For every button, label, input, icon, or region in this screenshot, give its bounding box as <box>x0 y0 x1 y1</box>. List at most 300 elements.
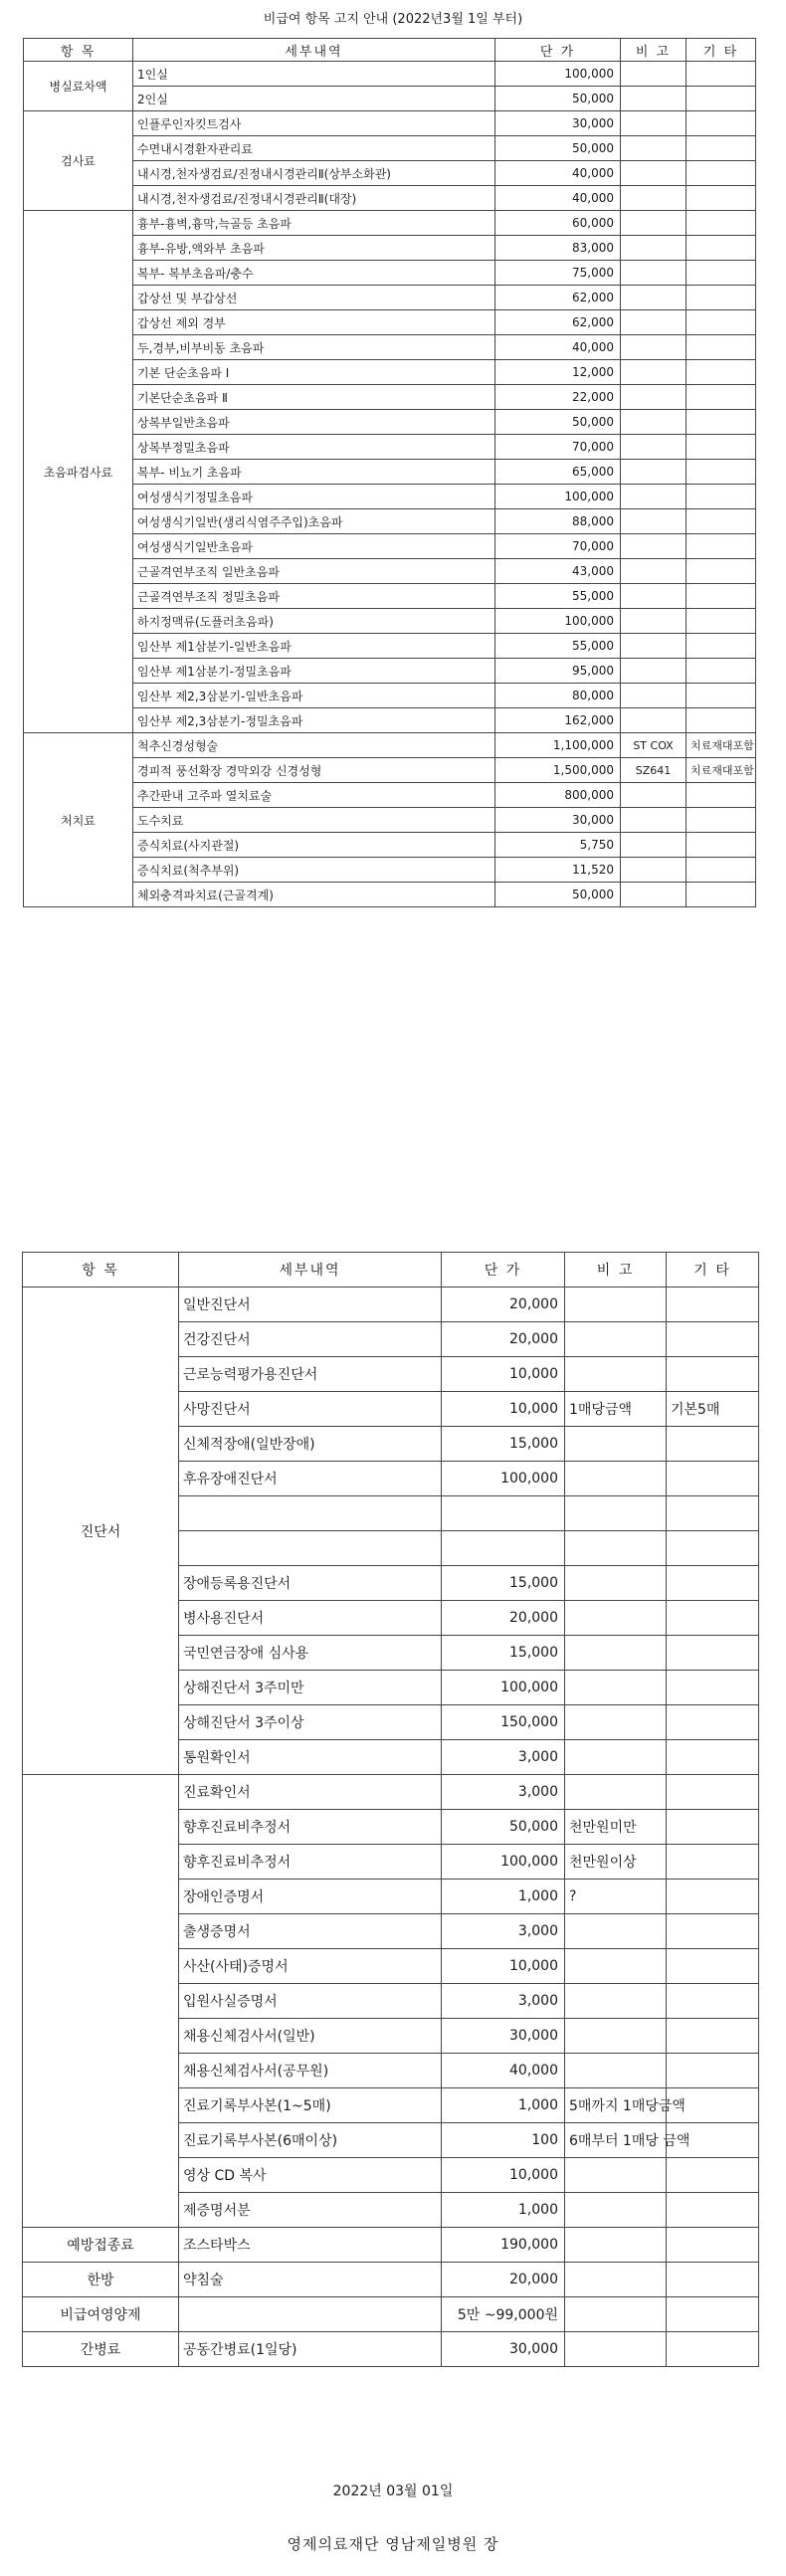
etc-cell <box>667 2019 759 2054</box>
etc-cell <box>667 2158 759 2193</box>
item-name-cell: 기본 단순초음파 Ⅰ <box>133 360 495 385</box>
item-name-cell: 체외충격파치료(근골격계) <box>133 883 495 907</box>
etc-cell: 치료재대포함 <box>687 733 756 758</box>
category-cell: 예방접종료 <box>23 2228 179 2263</box>
price-cell: 1,000 <box>442 1880 565 1914</box>
item-name-cell: 임산부 제2,3삼분기-일반초음파 <box>133 684 495 708</box>
note-cell <box>621 584 687 609</box>
table-row <box>24 733 756 758</box>
price-cell: 100,000 <box>495 62 621 87</box>
etc-cell <box>687 485 756 509</box>
category-cell: 초음파검사료 <box>24 211 133 733</box>
item-name-cell: 상해진단서 3주미만 <box>179 1671 442 1705</box>
notice-date: 2022년 03월 01일 <box>332 2483 454 2499</box>
note-cell <box>565 1984 667 2019</box>
item-name-cell: 흉부-흉벽,흉막,늑골등 초음파 <box>133 211 495 236</box>
category-cell: 검사료 <box>24 111 133 211</box>
note-cell <box>565 2054 667 2088</box>
category-cell: 비급여영양제 <box>23 2297 179 2332</box>
item-name-cell: 1인실 <box>133 62 495 87</box>
item-name-cell: 향후진료비추정서 <box>179 1810 442 1845</box>
etc-cell <box>667 1322 759 1357</box>
note-cell <box>621 161 687 186</box>
etc-cell <box>667 1566 759 1601</box>
table-header-row <box>23 1253 759 1288</box>
price-cell: 30,000 <box>495 808 621 833</box>
note-cell: 1매당금액 <box>565 1392 667 1427</box>
note-cell: 천만원이상 <box>565 1845 667 1880</box>
item-name-cell: 향후진료비추정서 <box>179 1845 442 1880</box>
table-row <box>24 186 756 211</box>
etc-cell <box>667 1288 759 1322</box>
etc-cell <box>687 385 756 410</box>
price-cell: 5만 ~99,000원 <box>442 2297 565 2332</box>
note-cell <box>565 1775 667 1810</box>
price-cell: 20,000 <box>442 1288 565 1322</box>
note-cell <box>621 485 687 509</box>
etc-cell <box>687 136 756 161</box>
header-category: 항 목 <box>23 1253 179 1288</box>
table-row <box>24 883 756 907</box>
category-cell: 한방 <box>23 2263 179 2297</box>
note-cell <box>621 286 687 310</box>
etc-cell <box>667 1845 759 1880</box>
etc-cell <box>687 87 756 111</box>
item-name-cell: 수면내시경환자관리료 <box>133 136 495 161</box>
note-cell: 천만원미만 <box>565 1810 667 1845</box>
notice-title: 비급여 항목 고지 안내 (2022년3월 1일 부터) <box>263 12 523 27</box>
price-cell: 75,000 <box>495 261 621 286</box>
item-name-cell: 제증명서분 <box>179 2193 442 2228</box>
note-cell <box>621 509 687 534</box>
item-name-cell: 장애등록용진단서 <box>179 1566 442 1601</box>
note-cell <box>621 883 687 907</box>
price-cell: 190,000 <box>442 2228 565 2263</box>
table-row <box>24 161 756 186</box>
price-cell: 50,000 <box>495 87 621 111</box>
item-name-cell: 증식치료(사지관절) <box>133 833 495 858</box>
item-name-cell: 임산부 제1삼분기-정밀초음파 <box>133 659 495 684</box>
etc-cell <box>687 634 756 659</box>
etc-cell <box>667 1984 759 2019</box>
note-cell <box>565 1949 667 1984</box>
table-row <box>24 211 756 236</box>
table-row <box>24 87 756 111</box>
etc-cell <box>687 858 756 883</box>
etc-cell <box>667 2297 759 2332</box>
table-row <box>23 1775 759 1810</box>
table-row <box>24 634 756 659</box>
note-cell <box>565 1705 667 1740</box>
price-cell: 30,000 <box>442 2019 565 2054</box>
note-cell <box>565 1914 667 1949</box>
header-detail: 세부내역 <box>179 1253 442 1288</box>
price-cell: 80,000 <box>495 684 621 708</box>
table-row <box>23 1288 759 1322</box>
note-cell <box>565 2193 667 2228</box>
note-cell <box>621 186 687 211</box>
note-cell <box>565 1531 667 1566</box>
note-cell <box>565 1566 667 1601</box>
note-cell <box>621 684 687 708</box>
note-cell <box>621 559 687 584</box>
price-cell: 100,000 <box>442 1462 565 1496</box>
note-cell <box>621 62 687 87</box>
item-name-cell: 영상 CD 복사 <box>179 2158 442 2193</box>
table-row <box>24 808 756 833</box>
etc-cell <box>667 1810 759 1845</box>
header-etc: 기 타 <box>687 39 756 62</box>
item-name-cell: 2인실 <box>133 87 495 111</box>
note-cell <box>621 808 687 833</box>
etc-cell <box>687 659 756 684</box>
etc-cell <box>667 1949 759 1984</box>
etc-cell <box>687 360 756 385</box>
price-cell: 3,000 <box>442 1984 565 2019</box>
price-cell: 100 <box>442 2123 565 2158</box>
price-cell: 1,500,000 <box>495 758 621 783</box>
price-cell: 65,000 <box>495 460 621 485</box>
item-name-cell: 갑상선 제외 경부 <box>133 310 495 335</box>
price-cell: 10,000 <box>442 1949 565 1984</box>
etc-cell <box>667 1636 759 1671</box>
item-name-cell: 건강진단서 <box>179 1322 442 1357</box>
note-cell <box>565 1357 667 1392</box>
category-cell: 병실료차액 <box>24 62 133 111</box>
table-row <box>24 236 756 261</box>
item-name-cell: 내시경,천자생검료/진정내시경관리Ⅱ(대장) <box>133 186 495 211</box>
price-cell: 5,750 <box>495 833 621 858</box>
etc-cell <box>687 609 756 634</box>
price-cell: 40,000 <box>495 186 621 211</box>
etc-cell <box>667 1462 759 1496</box>
item-name-cell: 복부- 비뇨기 초음파 <box>133 460 495 485</box>
item-name-cell: 채용신체검사서(일반) <box>179 2019 442 2054</box>
price-cell: 70,000 <box>495 435 621 460</box>
note-cell <box>621 783 687 808</box>
category-cell <box>23 1775 179 2228</box>
etc-cell <box>667 2054 759 2088</box>
etc-cell <box>687 534 756 559</box>
table-row <box>24 435 756 460</box>
etc-cell: 기본5매 <box>667 1392 759 1427</box>
table-row <box>24 261 756 286</box>
note-cell <box>621 708 687 733</box>
price-cell: 20,000 <box>442 1322 565 1357</box>
etc-cell <box>667 1914 759 1949</box>
note-cell <box>565 1671 667 1705</box>
header-detail: 세부내역 <box>133 39 495 62</box>
item-name-cell: 후유장애진단서 <box>179 1462 442 1496</box>
price-cell: 100,000 <box>495 485 621 509</box>
etc-cell <box>667 1671 759 1705</box>
etc-cell <box>687 559 756 584</box>
etc-cell <box>667 1601 759 1636</box>
item-name-cell: 신체적장애(일반장애) <box>179 1427 442 1462</box>
etc-cell <box>667 1496 759 1531</box>
item-name-cell <box>179 2297 442 2332</box>
item-name-cell: 진료기록부사본(1~5매) <box>179 2088 442 2123</box>
price-cell: 30,000 <box>442 2332 565 2367</box>
item-name-cell: 하지정맥류(도플러초음파) <box>133 609 495 634</box>
item-name-cell: 여성생식기일반초음파 <box>133 534 495 559</box>
etc-cell <box>687 335 756 360</box>
note-cell <box>565 1288 667 1322</box>
noncovered-items-table-2 <box>22 1252 759 2367</box>
price-cell: 162,000 <box>495 708 621 733</box>
price-cell: 100,000 <box>442 1671 565 1705</box>
etc-cell <box>687 783 756 808</box>
note-cell <box>565 2263 667 2297</box>
price-cell: 70,000 <box>495 534 621 559</box>
item-name-cell: 조스타박스 <box>179 2228 442 2263</box>
etc-cell <box>687 211 756 236</box>
note-cell <box>621 659 687 684</box>
note-cell: ? <box>565 1880 667 1914</box>
note-cell <box>621 111 687 136</box>
item-name-cell: 여성생식기일반(생리식염주주입)초음파 <box>133 509 495 534</box>
etc-cell <box>667 2263 759 2297</box>
note-cell <box>565 1462 667 1496</box>
item-name-cell: 근골격연부조직 정밀초음파 <box>133 584 495 609</box>
table-row <box>24 559 756 584</box>
table-row <box>24 758 756 783</box>
etc-cell <box>687 808 756 833</box>
note-cell <box>621 609 687 634</box>
table-row <box>24 534 756 559</box>
etc-cell <box>687 833 756 858</box>
table-row <box>24 485 756 509</box>
etc-cell <box>667 1427 759 1462</box>
price-cell: 50,000 <box>495 136 621 161</box>
etc-cell <box>687 509 756 534</box>
item-name-cell: 일반진단서 <box>179 1288 442 1322</box>
item-name-cell: 통원확인서 <box>179 1740 442 1775</box>
item-name-cell: 입원사실증명서 <box>179 1984 442 2019</box>
price-cell: 3,000 <box>442 1740 565 1775</box>
note-cell <box>565 1322 667 1357</box>
etc-cell <box>687 186 756 211</box>
item-name-cell: 출생증명서 <box>179 1914 442 1949</box>
etc-cell <box>667 1775 759 1810</box>
note-cell <box>565 1427 667 1462</box>
price-cell: 11,520 <box>495 858 621 883</box>
etc-cell <box>687 261 756 286</box>
item-name-cell: 채용신체검사서(공무원) <box>179 2054 442 2088</box>
item-name-cell: 복부- 복부초음파/충수 <box>133 261 495 286</box>
etc-cell <box>687 708 756 733</box>
etc-cell <box>687 410 756 435</box>
price-cell: 60,000 <box>495 211 621 236</box>
table-row <box>23 2263 759 2297</box>
price-cell: 40,000 <box>495 335 621 360</box>
table-row <box>24 659 756 684</box>
price-cell: 55,000 <box>495 634 621 659</box>
etc-cell <box>687 460 756 485</box>
note-cell: SZ641 <box>621 758 687 783</box>
price-cell: 1,000 <box>442 2088 565 2123</box>
category-cell: 처치료 <box>24 733 133 907</box>
price-cell: 43,000 <box>495 559 621 584</box>
note-cell <box>621 261 687 286</box>
item-name-cell: 병사용진단서 <box>179 1601 442 1636</box>
table-row <box>23 2297 759 2332</box>
item-name-cell: 공동간병료(1일당) <box>179 2332 442 2367</box>
etc-cell <box>687 584 756 609</box>
header-price: 단 가 <box>442 1253 565 1288</box>
etc-cell <box>687 684 756 708</box>
item-name-cell: 근골격연부조직 일반초음파 <box>133 559 495 584</box>
item-name-cell: 두,경부,비부비동 초음파 <box>133 335 495 360</box>
price-cell: 83,000 <box>495 236 621 261</box>
note-cell <box>621 87 687 111</box>
etc-cell <box>687 161 756 186</box>
table-row <box>24 833 756 858</box>
note-cell <box>565 2228 667 2263</box>
note-cell <box>621 335 687 360</box>
etc-cell: 치료재대포함 <box>687 758 756 783</box>
item-name-cell: 사산(사태)증명서 <box>179 1949 442 1984</box>
item-name-cell: 증식치료(척추부위) <box>133 858 495 883</box>
table-row <box>24 584 756 609</box>
table-header-row <box>24 39 756 62</box>
note-cell <box>565 2019 667 2054</box>
table-row <box>24 783 756 808</box>
price-cell: 40,000 <box>442 2054 565 2088</box>
note-cell <box>621 833 687 858</box>
item-name-cell: 경피적 풍선확장 경막외강 신경성형 <box>133 758 495 783</box>
table-row <box>24 62 756 87</box>
item-name-cell: 사망진단서 <box>179 1392 442 1427</box>
item-name-cell: 상해진단서 3주이상 <box>179 1705 442 1740</box>
price-cell: 150,000 <box>442 1705 565 1740</box>
item-name-cell: 근로능력평가용진단서 <box>179 1357 442 1392</box>
item-name-cell: 상복부일반초음파 <box>133 410 495 435</box>
table-row <box>23 2332 759 2367</box>
header-etc: 기 타 <box>667 1253 759 1288</box>
note-cell <box>621 385 687 410</box>
table-row <box>24 136 756 161</box>
table-row <box>24 509 756 534</box>
note-cell: 6매부터 1매당 금액 <box>565 2123 667 2158</box>
noncovered-items-table-1 <box>23 38 756 907</box>
item-name-cell: 갑상선 및 부갑상선 <box>133 286 495 310</box>
price-cell: 20,000 <box>442 2263 565 2297</box>
item-name-cell: 흉부-유방,액와부 초음파 <box>133 236 495 261</box>
table-row <box>24 708 756 733</box>
table-row <box>23 2228 759 2263</box>
price-cell: 10,000 <box>442 1392 565 1427</box>
note-cell <box>565 1636 667 1671</box>
etc-cell <box>687 310 756 335</box>
price-cell <box>442 1531 565 1566</box>
note-cell <box>621 310 687 335</box>
table-row <box>24 360 756 385</box>
price-cell: 3,000 <box>442 1914 565 1949</box>
note-cell <box>621 435 687 460</box>
price-cell: 95,000 <box>495 659 621 684</box>
note-cell <box>565 2297 667 2332</box>
table-row <box>24 684 756 708</box>
note-cell <box>621 534 687 559</box>
etc-cell <box>687 62 756 87</box>
etc-cell <box>687 286 756 310</box>
note-cell <box>565 2158 667 2193</box>
note-cell <box>621 236 687 261</box>
table-row <box>24 111 756 136</box>
etc-cell <box>687 236 756 261</box>
etc-cell <box>687 435 756 460</box>
header-category: 항 목 <box>24 39 133 62</box>
price-cell: 10,000 <box>442 1357 565 1392</box>
item-name-cell: 인플루인자킷트검사 <box>133 111 495 136</box>
etc-cell <box>667 1880 759 1914</box>
price-cell: 100,000 <box>442 1845 565 1880</box>
note-cell <box>565 1496 667 1531</box>
category-cell: 진단서 <box>23 1288 179 1775</box>
item-name-cell: 진료기록부사본(6매이상) <box>179 2123 442 2158</box>
note-cell: 5매까지 1매당금액 <box>565 2088 667 2123</box>
item-name-cell: 도수치료 <box>133 808 495 833</box>
price-cell: 40,000 <box>495 161 621 186</box>
table-row <box>24 286 756 310</box>
price-cell: 20,000 <box>442 1601 565 1636</box>
price-cell: 3,000 <box>442 1775 565 1810</box>
etc-cell <box>687 883 756 907</box>
note-cell <box>565 2332 667 2367</box>
price-cell: 15,000 <box>442 1427 565 1462</box>
etc-cell <box>667 1705 759 1740</box>
note-cell <box>621 211 687 236</box>
hospital-signature: 영제의료재단 영남제일병원 장 <box>287 2535 499 2553</box>
header-note: 비 고 <box>621 39 687 62</box>
price-cell: 800,000 <box>495 783 621 808</box>
table-row <box>24 310 756 335</box>
item-name-cell: 기본단순초음파 Ⅱ <box>133 385 495 410</box>
note-cell: ST COX <box>621 733 687 758</box>
item-name-cell: 임산부 제2,3삼분기-정밀초음파 <box>133 708 495 733</box>
item-name-cell: 진료확인서 <box>179 1775 442 1810</box>
item-name-cell: 내시경,천자생검료/진정내시경관리Ⅱ(상부소화관) <box>133 161 495 186</box>
header-note: 비 고 <box>565 1253 667 1288</box>
etc-cell <box>687 111 756 136</box>
header-price: 단 가 <box>495 39 621 62</box>
note-cell <box>565 1740 667 1775</box>
etc-cell <box>667 1531 759 1566</box>
item-name-cell: 임산부 제1삼분기-일반초음파 <box>133 634 495 659</box>
price-cell: 30,000 <box>495 111 621 136</box>
price-cell: 15,000 <box>442 1566 565 1601</box>
etc-cell <box>667 1740 759 1775</box>
etc-cell <box>667 2332 759 2367</box>
item-name-cell: 장애인증명서 <box>179 1880 442 1914</box>
table-row <box>24 858 756 883</box>
item-name-cell <box>179 1496 442 1531</box>
etc-cell <box>667 1357 759 1392</box>
etc-cell <box>667 2193 759 2228</box>
item-name-cell <box>179 1531 442 1566</box>
table-row <box>24 410 756 435</box>
note-cell <box>621 360 687 385</box>
note-cell <box>621 460 687 485</box>
price-cell: 15,000 <box>442 1636 565 1671</box>
item-name-cell: 여성생식기정밀초음파 <box>133 485 495 509</box>
price-cell: 1,000 <box>442 2193 565 2228</box>
category-cell: 간병료 <box>23 2332 179 2367</box>
note-cell <box>621 858 687 883</box>
table-row <box>24 609 756 634</box>
price-cell: 50,000 <box>442 1810 565 1845</box>
